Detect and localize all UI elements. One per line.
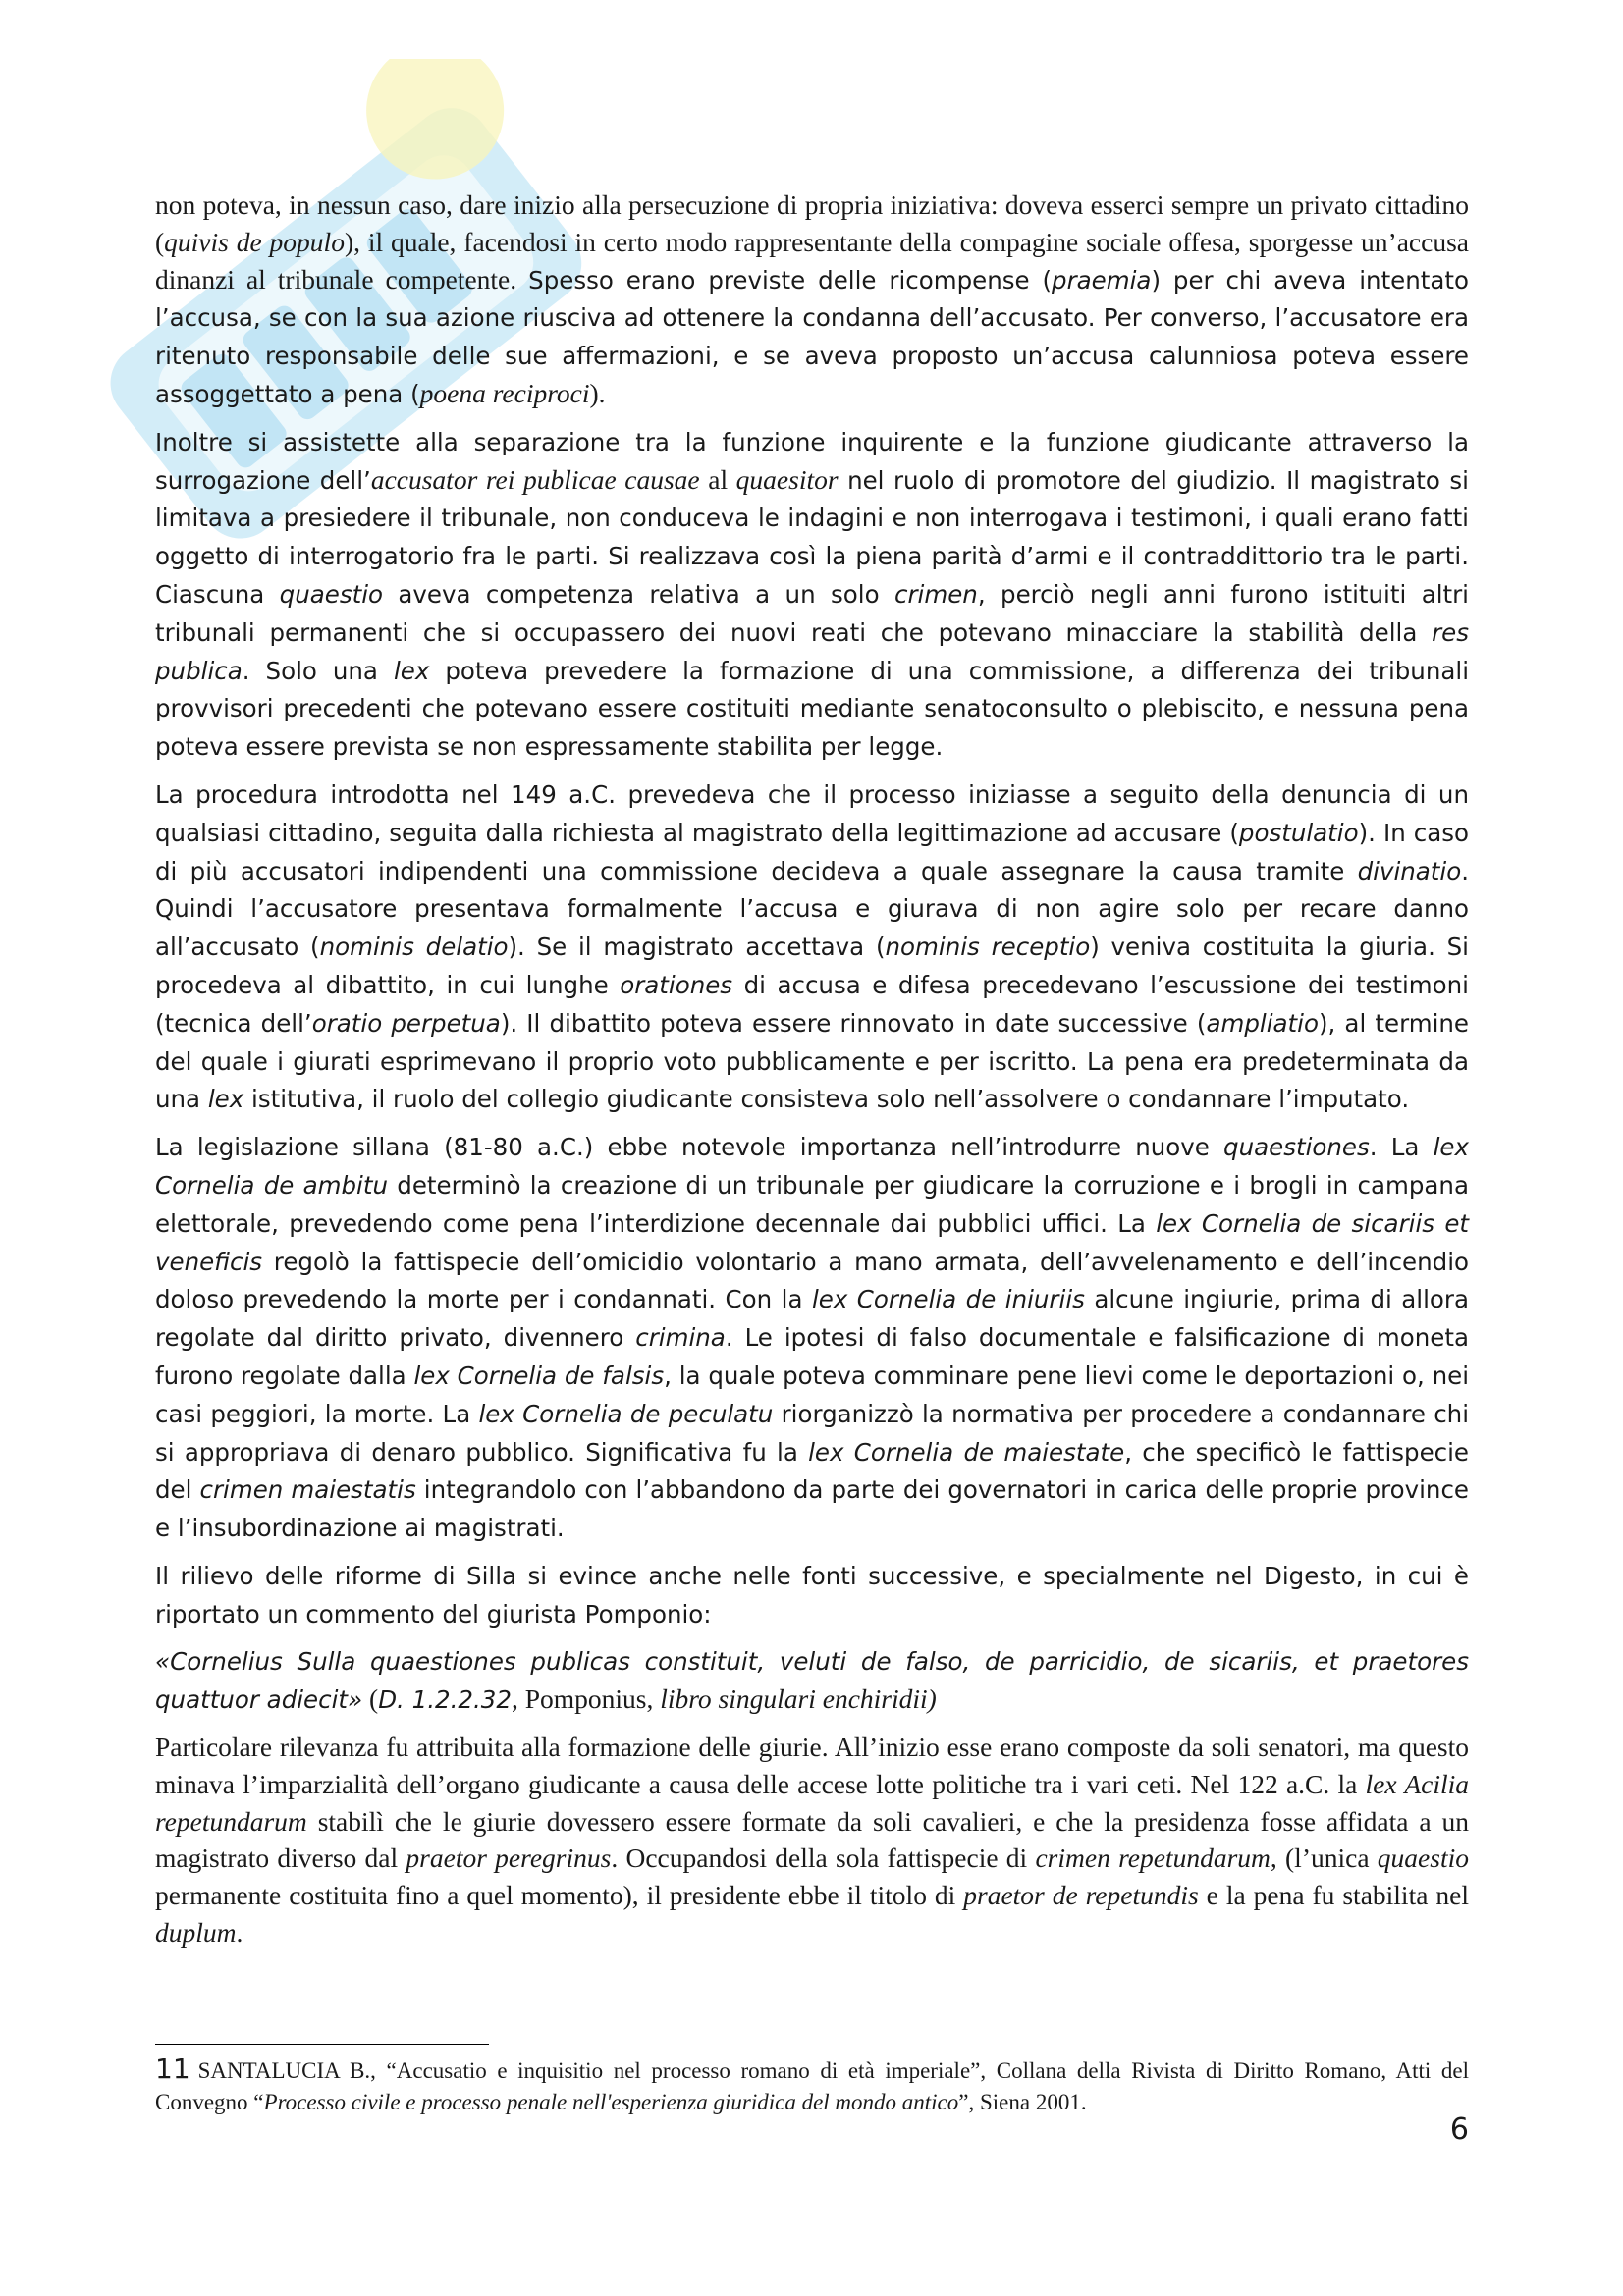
body-text <box>155 187 1469 1961</box>
italic-term: crimina <box>635 1323 726 1353</box>
text-run: riorganizzò la normativa per procedere a condannare chi si appropriava di denaro pubblico. Significativa fu la <box>155 1399 1470 1467</box>
text-run: . Occupandosi della sola fattispecie di <box>611 1842 1036 1874</box>
italic-term: praetor peregrinus <box>406 1842 612 1874</box>
text-run: ), il quale, facendosi in certo modo rappresentante della compagine sociale offesa, sporgesse un’accusa dinanzi al tribunale competente. <box>155 226 1469 294</box>
paragraph <box>155 1642 1469 1719</box>
italic-term: lex Cornelia de sicariis et veneficis <box>155 1208 1469 1276</box>
page-number: 6 <box>1449 2112 1469 2147</box>
text-run: ( <box>362 1683 379 1715</box>
text-run: ) veniva costituita la giuria. Si procedeva al dibattito, in cui lunghe <box>155 933 1469 999</box>
text-run: al <box>699 463 736 495</box>
text-run: Spesso erano previste delle ricompense ( <box>528 265 1053 294</box>
italic-term: lex <box>393 656 430 685</box>
italic-term: Processo civile e processo penale nell'esperienza giuridica del mondo antico <box>263 2090 959 2114</box>
text-run: SANTALUCIA B., “Accusatio e inquisitio nel processo romano di età imperiale”, Collana della Rivista di Diritto Romano, Atti del Convegno “ <box>155 2058 1469 2114</box>
italic-term: lex Cornelia de peculatu <box>478 1399 774 1428</box>
text-run: ). In caso di più accusatori indipendenti una commissione decideva a quale assegnare la causa tramite <box>155 818 1469 885</box>
text-run: stabilì che le giurie dovessero essere formate da soli cavalieri, e che la presidenza fosse affidata a un magistrato diverso dal <box>155 1805 1469 1874</box>
text-run: aveva competenza relativa a un solo <box>383 579 894 609</box>
italic-term: lex Cornelia de maiestate <box>808 1437 1125 1467</box>
text-run: ). Se il magistrato accettava ( <box>508 933 886 962</box>
text-run: , che specificò le fattispecie del <box>155 1437 1469 1505</box>
text-run: . Quindi l’accusatore presentava formalmente l’accusa e giurava di non agire solo per recare danno all’accusato ( <box>155 856 1469 962</box>
text-run: , Pomponius, <box>511 1683 661 1715</box>
italic-term: lex <box>207 1085 244 1114</box>
italic-term: postulatio <box>1238 818 1359 847</box>
footnote-separator <box>155 2044 489 2045</box>
text-run: . Solo una <box>242 656 394 685</box>
text-run: permanente costituita fino a quel momento), il presidente ebbe il titolo di <box>155 1880 964 1911</box>
italic-term: praemia <box>1052 265 1152 294</box>
text-run: istitutiva, il ruolo del collegio giudicante consisteva solo nell’assolvere o condannare l’imputato. <box>243 1085 1410 1114</box>
footnote <box>155 2054 1469 2118</box>
italic-term: quaestiones <box>1223 1133 1370 1162</box>
italic-term: lex Cornelia de ambitu <box>155 1133 1469 1200</box>
text-run: , perciò negli anni furono istituiti altri tribunali permanenti che si occupassero dei nuovi reati che potevano minacciare la stabilità della <box>155 579 1469 647</box>
italic-term: crimen maiestatis <box>199 1475 416 1505</box>
text-run: ). <box>589 377 606 408</box>
text-run: . Le ipotesi di falso documentale e falsificazione di moneta furono regolate dalla <box>155 1323 1469 1390</box>
footnote-number: 11 <box>155 2053 190 2085</box>
text-run: di accusa e difesa precedevano l’escussione dei testimoni (tecnica dell’ <box>155 970 1469 1038</box>
italic-term: crimen repetundarum <box>1035 1842 1271 1874</box>
italic-term: crimen <box>894 579 978 609</box>
italic-term: lex Cornelia de falsis <box>413 1361 665 1390</box>
text-run: integrandolo con l’abbandono da parte dei governatori in carica delle proprie province e l’insubordinazione ai magistrati. <box>155 1475 1469 1543</box>
paragraph <box>155 775 1469 1118</box>
text-run: La legislazione sillana (81-80 a.C.) ebbe notevole importanza nell’introdurre nuove <box>155 1133 1224 1162</box>
italic-term: nominis delatio <box>319 933 509 962</box>
text-run: ). Il dibattito poteva essere rinnovato in date successive ( <box>500 1008 1207 1038</box>
italic-term: accusator rei publicae causae <box>370 463 700 495</box>
italic-term: «Cornelius Sulla quaestiones publicas constituit, veluti de falso, de parricidio, de sicariis, et praetores quattuor adiecit» <box>155 1647 1469 1715</box>
italic-term: praetor de repetundis <box>963 1880 1199 1911</box>
paragraph <box>155 1729 1469 1951</box>
text-run: alcune ingiurie, prima di allora regolate dal diritto privato, divennero <box>155 1285 1469 1353</box>
text-run: nel ruolo di promotore del giudizio. Il magistrato si limitava a presiedere il tribunale, non conduceva le indagini e non interrogava i testimoni, i quali erano fatti oggetto di interrogatorio fra le parti. Si realizzava così la piena parità d’armi e il contraddittorio tra le parti. Ciascuna <box>155 465 1469 609</box>
italic-term: duplum <box>155 1917 237 1949</box>
italic-term: res publica <box>155 617 1469 685</box>
paragraph <box>155 423 1469 766</box>
text-run: La procedura introdotta nel 149 a.C. prevedeva che il processo iniziasse a seguito della denuncia di un qualsiasi cittadino, seguita dalla richiesta al magistrato della legittimazione ad accusare ( <box>155 779 1469 847</box>
paragraph <box>155 1128 1469 1547</box>
text-run: ) per chi aveva intentato l’accusa, se con la sua azione riusciva ad ottenere la condanna dell’accusato. Per converso, l’accusatore era ritenuto responsabile delle sue affermazioni, e se aveva proposto un’accusa calunniosa poteva essere assoggettato a pena ( <box>155 265 1469 408</box>
text-run: , la quale poteva comminare pene lievi come le deportazioni o, nei casi peggiori, la morte. La <box>155 1361 1469 1428</box>
italic-term: quaestio <box>1377 1842 1469 1874</box>
text-run: . La <box>1369 1133 1434 1162</box>
italic-term: divinatio <box>1357 856 1462 885</box>
text-run: poteva prevedere la formazione di una commissione, a differenza dei tribunali provvisori precedenti che potevano essere costituiti mediante senatoconsulto o plebiscito, e nessuna pena poteva essere prevista se non espressamente stabilita per legge. <box>155 656 1469 762</box>
paragraph <box>155 1557 1469 1633</box>
text-run: Inoltre si assistette alla separazione tra la funzione inquirente e la funzione giudicante attraverso la surrogazione dell’ <box>155 427 1469 495</box>
text-run: . <box>236 1917 243 1949</box>
footnote-text <box>155 2058 1469 2114</box>
italic-term: quivis de populo <box>164 226 345 257</box>
italic-term: oratio perpetua <box>311 1008 501 1038</box>
text-run: determinò la creazione di un tribunale per giudicare la corruzione e i brogli in campana elettorale, prevedendo come pena l’interdizione decennale dai pubblici uffici. La <box>155 1170 1469 1238</box>
text-run: regolò la fattispecie dell’omicidio volontario a mano armata, dell’avvelenamento e dell’incendio doloso prevedendo la morte per i condannati. Con la <box>155 1247 1469 1314</box>
text-run: ”, Siena 2001. <box>958 2090 1087 2114</box>
text-run: e la pena fu stabilita nel <box>1198 1880 1469 1911</box>
italic-term: quaesitor <box>735 463 839 495</box>
italic-term: orationes <box>620 970 733 999</box>
italic-term: poena reciproci <box>419 377 590 408</box>
text-run: , (l’unica <box>1270 1842 1378 1874</box>
italic-term: D. 1.2.2.32 <box>378 1685 512 1715</box>
text-run: non poteva, in nessun caso, dare inizio alla persecuzione di propria iniziativa: doveva esserci sempre un privato cittadino ( <box>155 189 1469 257</box>
text-run: ), al termine del quale i giurati esprimevano il proprio voto pubblicamente e per iscritto. La pena era predeterminata da una <box>155 1008 1469 1114</box>
italic-term: ampliatio <box>1206 1008 1319 1038</box>
text-run: Il rilievo delle riforme di Silla si evince anche nelle fonti successive, e specialmente nel Digesto, in cui è riportato un commento del giurista Pomponio: <box>155 1561 1469 1629</box>
italic-term: lex Cornelia de iniuriis <box>811 1285 1085 1314</box>
italic-term: quaestio <box>279 579 383 609</box>
text-run: Particolare rilevanza fu attribuita alla formazione delle giurie. All’inizio esse erano composte da soli senatori, ma questo minava l’imparzialità dell’organo giudicante a causa delle accese lotte politiche tra i vari ceti. Nel 122 a.C. la <box>155 1732 1469 1799</box>
italic-term: lex Acilia repetundarum <box>155 1768 1470 1837</box>
italic-term: libro singulari enchiridii) <box>660 1683 937 1715</box>
italic-term: nominis receptio <box>885 933 1091 962</box>
paragraph <box>155 187 1469 413</box>
